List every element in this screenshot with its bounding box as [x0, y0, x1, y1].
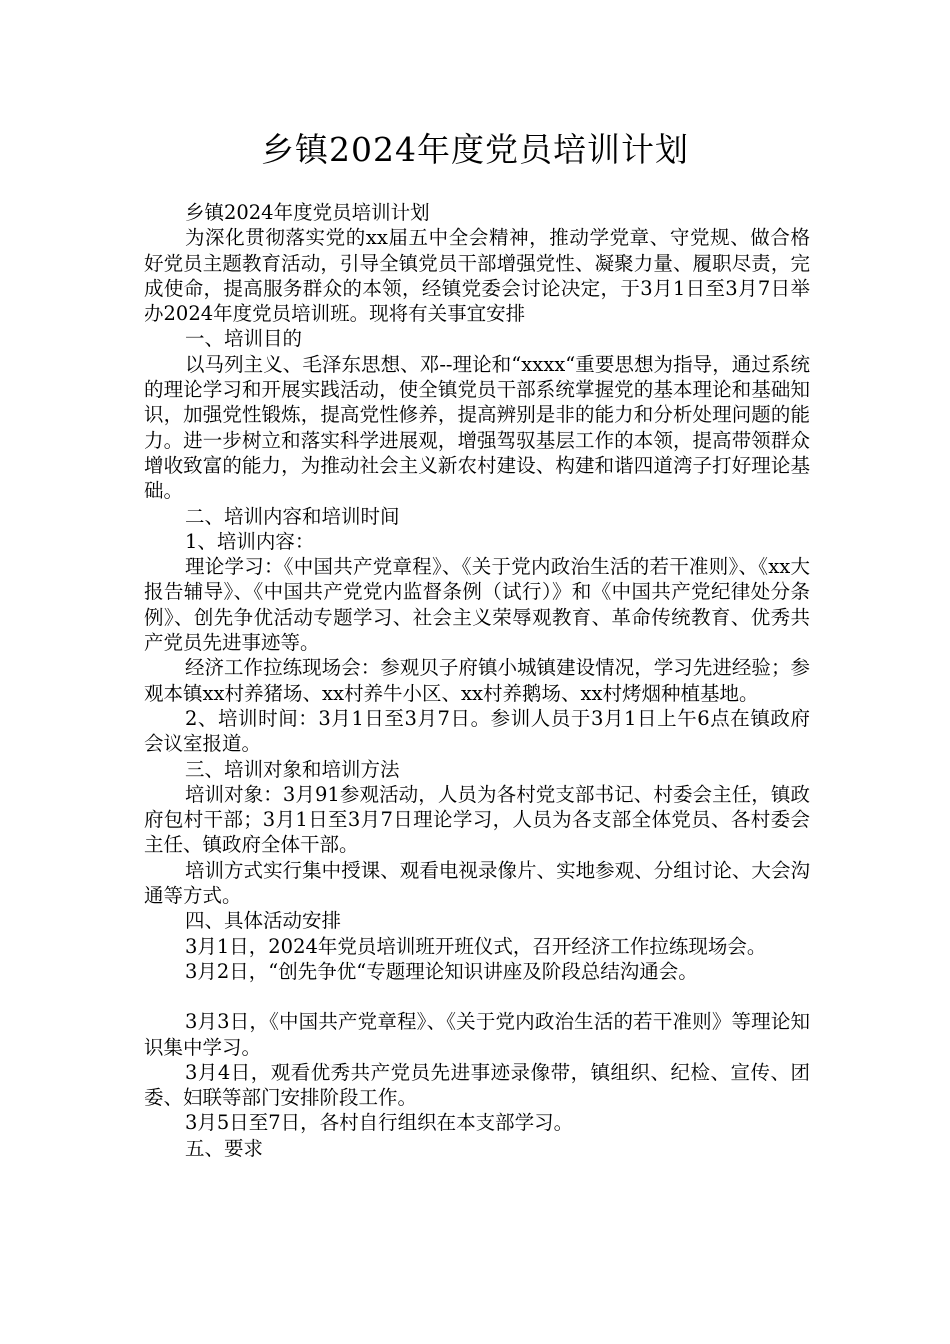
section-heading-schedule: 四、具体活动安排	[184, 909, 341, 933]
paragraph-method: 培训方式实行集中授课、观看电视录像片、实地参观、分组讨论、大会沟通等方式。	[144, 858, 810, 908]
section-heading-target-method: 三、培训对象和培训方法	[184, 757, 400, 781]
schedule-item: 3月3日，《中国共产党章程》、《关于党内政治生活的若干准则》等理论知识集中学习。	[144, 1010, 810, 1059]
paragraph-training-time: 2、培训时间：3月1日至3月7日。参训人员于3月1日上午6点在镇政府会议室报道。	[144, 706, 810, 756]
subheading-content: 1、培训内容：	[184, 529, 315, 553]
schedule-item: 3月5日至7日，各村自行组织在本支部学习。	[184, 1111, 574, 1135]
schedule-item: 3月1日，2024年党员培训班开班仪式，召开经济工作拉练现场会。	[184, 934, 767, 958]
paragraph-theory-study: 理论学习：《中国共产党章程》、《关于党内政治生活的若干准则》、《xx大报告辅导》、《中国共产党党内监督条例（试行）》和《中国共产党纪律处分条例》、创先争优活动专题学习、社会主义荣辱观教育、革命传统教育、优秀共产党员先进事迹等。	[144, 555, 810, 655]
paragraph-purpose: 以马列主义、毛泽东思想、邓--理论和“xxxx“重要思想为指导，通过系统的理论学习和开展实践活动，使全镇党员干部系统掌握党的基本理论和基础知识，加强党性锻炼，提高党性修养，提高辨别是非的能力和分析处理问题的能力。进一步树立和落实科学进展观，增强驾驭基层工作的本领，提高带领群众增收致富的能力，为推动社会主义新农村建设、构建和谐四道湾子打好理论基础。	[144, 352, 810, 503]
section-heading-requirements: 五、要求	[184, 1136, 263, 1160]
paragraph-intro: 为深化贯彻落实党的xx届五中全会精神，推动学党章、守党规、做合格好党员主题教育活动，引导全镇党员干部增强党性、凝聚力量、履职尽责，完成使命，提高服务群众的本领，经镇党委会讨论决定，于3月1日至3月7日举办2024年度党员培训班。现将有关事宜安排	[144, 226, 810, 326]
paragraph-subtitle: 乡镇2024年度党员培训计划	[184, 201, 430, 224]
section-heading-content-time: 二、培训内容和培训时间	[184, 504, 400, 528]
document-body	[144, 200, 810, 1161]
paragraph-field-meeting: 经济工作拉练现场会：参观贝子府镇小城镇建设情况，学习先进经验；参观本镇xx村养猪场、xx村养牛小区、xx村养鹅场、xx村烤烟种植基地。	[144, 656, 810, 705]
document-title: 乡镇2024年度党员培训计划	[261, 130, 689, 169]
schedule-item: 3月2日，“创先争优“专题理论知识讲座及阶段总结沟通会。	[184, 959, 698, 983]
section-heading-purpose: 一、培训目的	[184, 327, 302, 351]
schedule-item: 3月4日，观看优秀共产党员先进事迹录像带，镇组织、纪检、宣传、团委、妇联等部门安排阶段工作。	[144, 1060, 810, 1110]
paragraph-target: 培训对象：3月91参观活动，人员为各村党支部书记、村委会主任，镇政府包村干部；3月1日至3月7日理论学习，人员为各支部全体党员、各村委会主任、镇政府全体干部。	[144, 782, 810, 857]
